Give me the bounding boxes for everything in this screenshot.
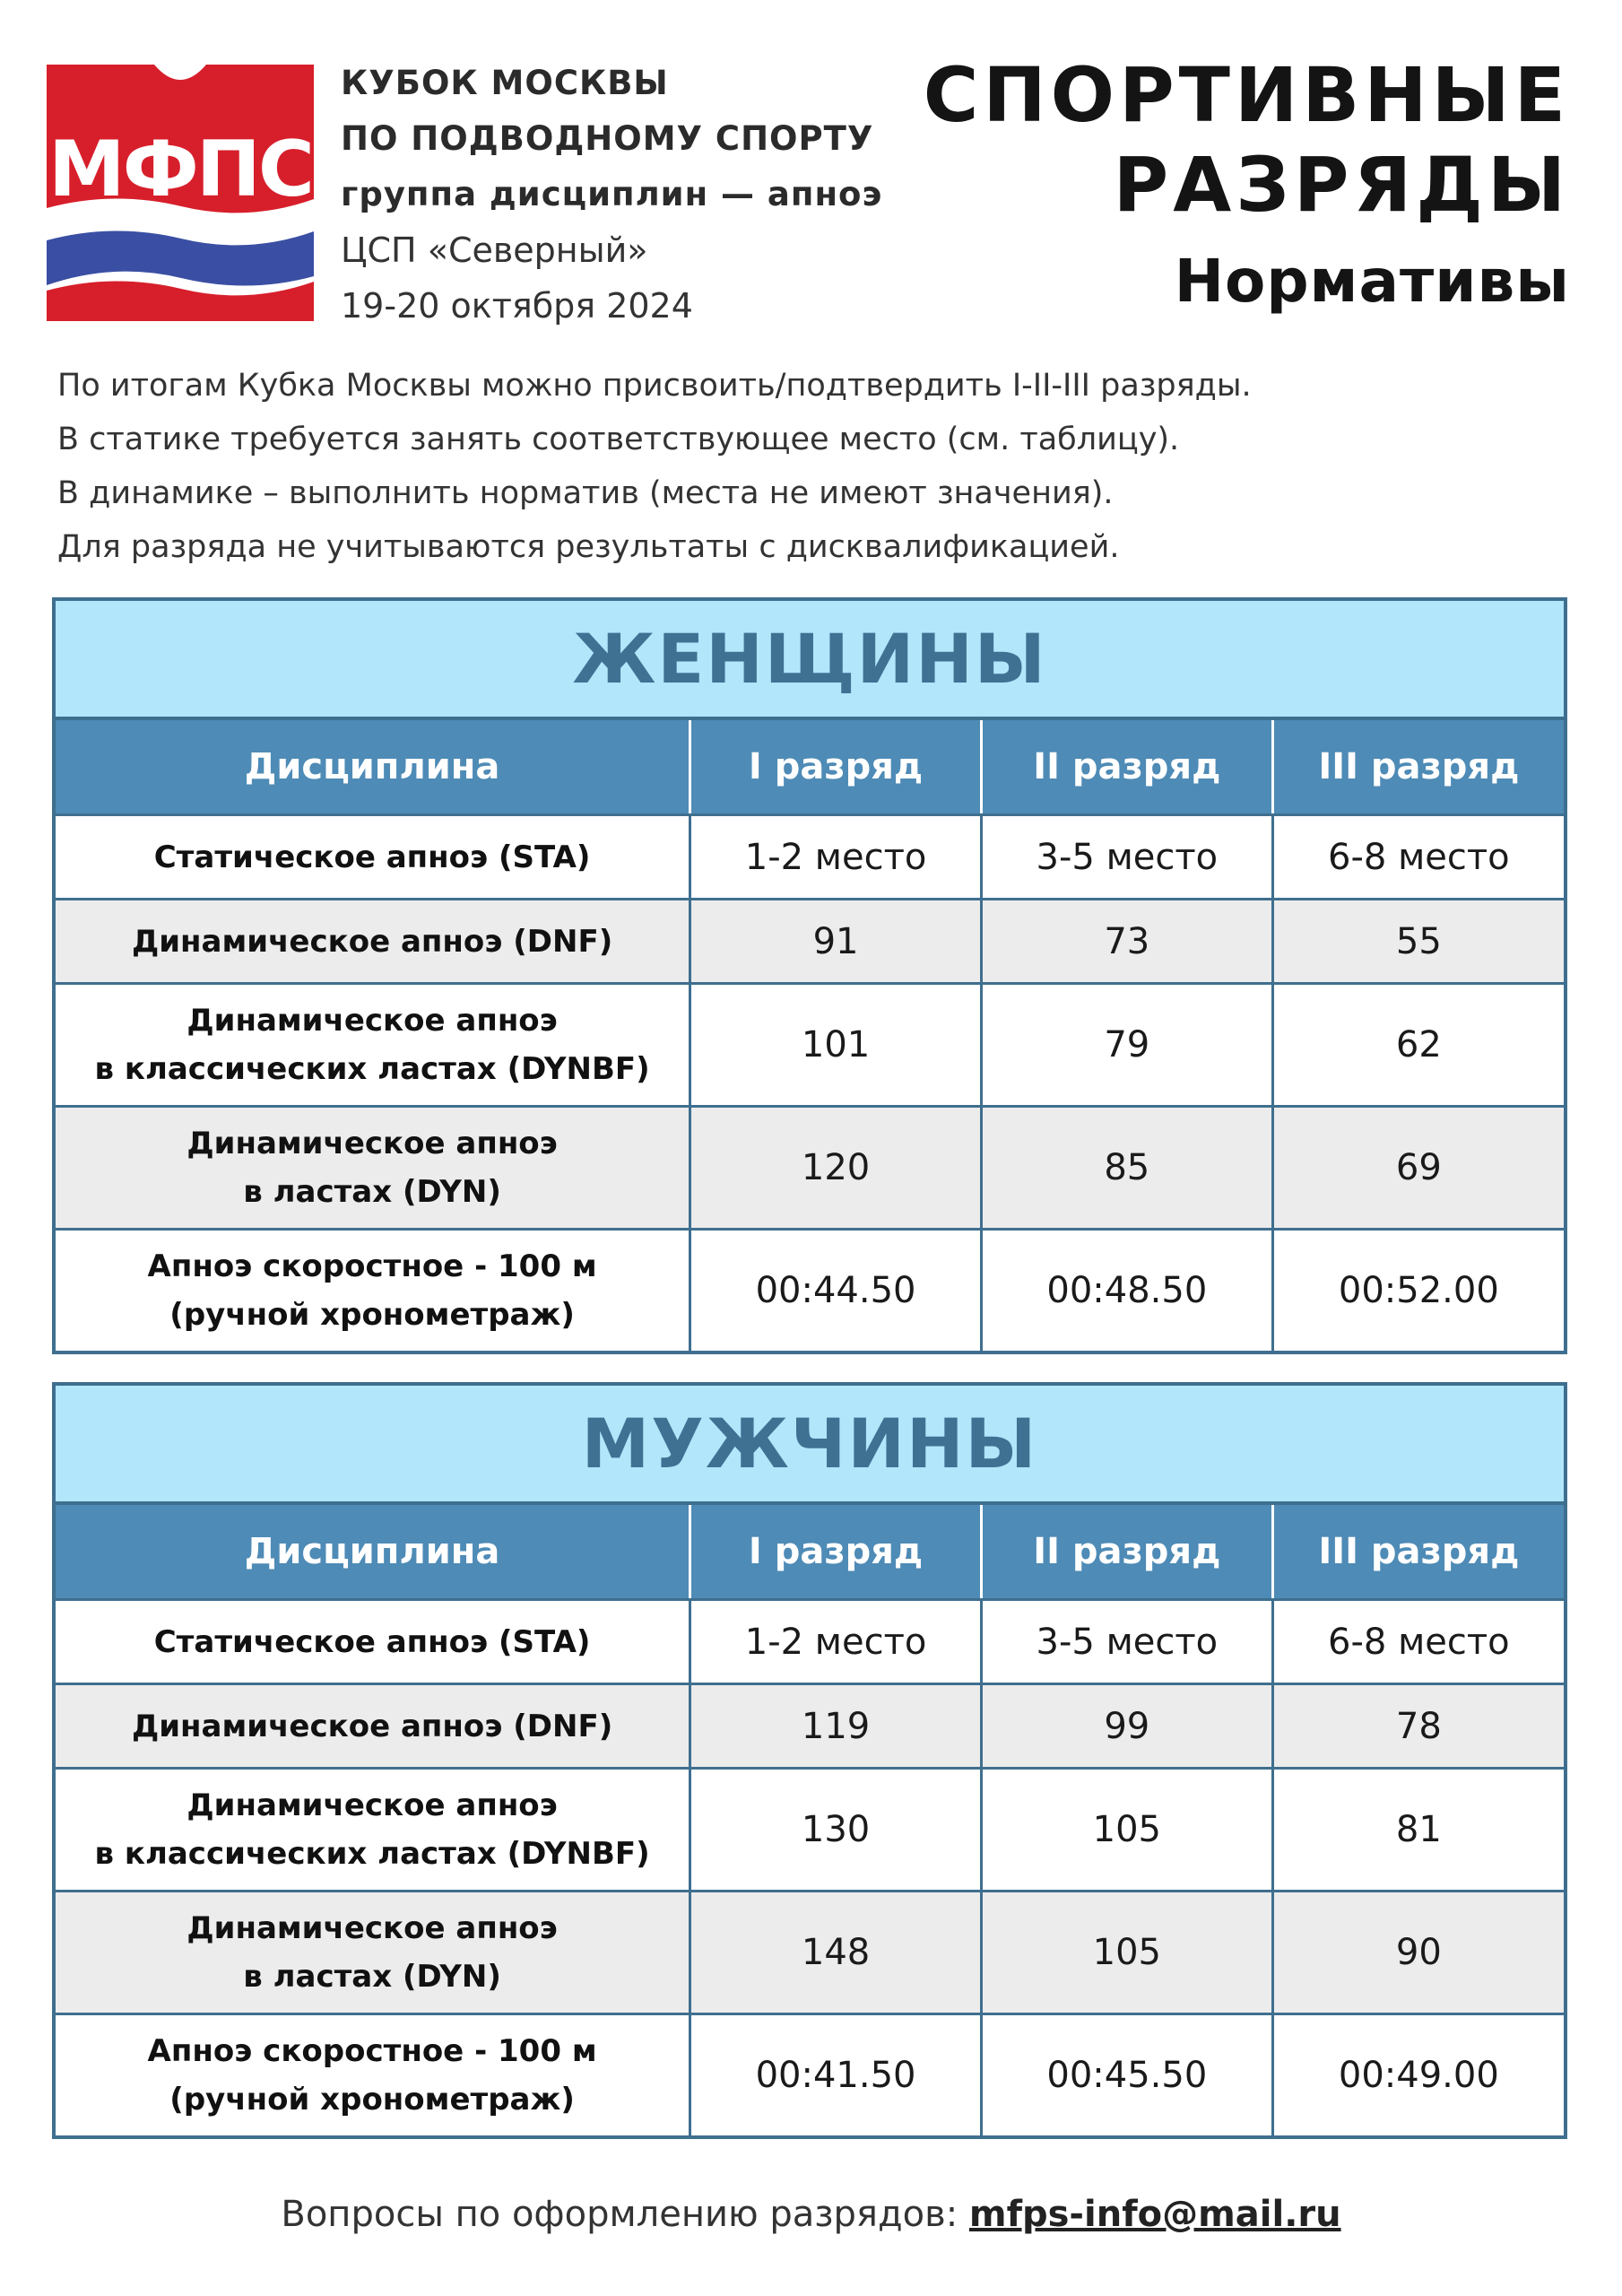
discipline-cell: Статическое апноэ (STA) [56, 1600, 690, 1684]
rank-3-cell: 69 [1272, 1107, 1564, 1230]
title-subtitle: Нормативы [1174, 247, 1570, 316]
event-venue: ЦСП «Северный» [341, 230, 648, 270]
discipline-cell: Динамическое апноэ в ластах (DYN) [56, 1892, 690, 2014]
men-banner [56, 1386, 1564, 1505]
discipline-cell: Статическое апноэ (STA) [56, 815, 690, 900]
column-header-rank-3: III разряд [1272, 1505, 1564, 1600]
men-section [52, 1382, 1567, 2139]
rank-2-cell: 3-5 место [981, 815, 1272, 900]
discipline-cell: Динамическое апноэ (DNF) [56, 1684, 690, 1769]
intro-line: По итогам Кубка Москвы можно присвоить/подтвердить I-II-III разряды. [57, 368, 1252, 404]
event-info [341, 56, 950, 334]
column-header-rank-1: I разряд [690, 1505, 982, 1600]
table-row [56, 1230, 1564, 1352]
women-heading: ЖЕНЩИНЫ [572, 619, 1047, 699]
event-dates: 19-20 октября 2024 [341, 286, 693, 326]
rank-2-cell: 99 [981, 1684, 1272, 1769]
men-standards-table [56, 1505, 1564, 2135]
rank-3-cell: 00:52.00 [1272, 1230, 1564, 1352]
rank-1-cell: 91 [690, 900, 982, 984]
column-header-rank-2: II разряд [981, 720, 1272, 815]
column-header-rank-3: III разряд [1272, 720, 1564, 815]
intro-text [57, 359, 1537, 574]
table-row [56, 1600, 1564, 1684]
contact-email-link[interactable]: mfps-info@mail.ru [968, 2194, 1341, 2235]
discipline-cell: Динамическое апноэ в ластах (DYN) [56, 1107, 690, 1230]
men-heading: МУЖЧИНЫ [581, 1404, 1038, 1483]
rank-2-cell: 00:45.50 [981, 2014, 1272, 2136]
column-header-rank-2: II разряд [981, 1505, 1272, 1600]
footer-contact [0, 2194, 1622, 2235]
rank-3-cell: 81 [1272, 1769, 1564, 1892]
document-title [924, 50, 1570, 317]
intro-line: Для разряда не учитываются результаты с дисквалификацией. [57, 529, 1120, 565]
women-section [52, 597, 1567, 1354]
rank-3-cell: 55 [1272, 900, 1564, 984]
rank-2-cell: 85 [981, 1107, 1272, 1230]
intro-line: В статике требуется занять соответствующее место (см. таблицу). [57, 422, 1180, 457]
column-header-discipline: Дисциплина [56, 1505, 690, 1600]
discipline-cell: Апноэ скоростное - 100 м (ручной хронометраж) [56, 1230, 690, 1352]
rank-3-cell: 90 [1272, 1892, 1564, 2014]
table-header-row [56, 720, 1564, 815]
table-row [56, 815, 1564, 900]
women-standards-table [56, 720, 1564, 1351]
rank-2-cell: 73 [981, 900, 1272, 984]
rank-2-cell: 00:48.50 [981, 1230, 1272, 1352]
event-title-line1: КУБОК МОСКВЫ [341, 64, 669, 102]
title-line1: СПОРТИВНЫЕ [923, 51, 1570, 139]
discipline-cell: Динамическое апноэ в классических ластах (DYNBF) [56, 1769, 690, 1892]
rank-1-cell: 148 [690, 1892, 982, 2014]
footer-text: Вопросы по оформлению разрядов: [281, 2194, 958, 2235]
rank-2-cell: 3-5 место [981, 1600, 1272, 1684]
rank-3-cell: 78 [1272, 1684, 1564, 1769]
women-banner [56, 601, 1564, 720]
logo-text: МФПС [48, 125, 312, 214]
rank-1-cell: 1-2 место [690, 815, 982, 900]
table-row [56, 900, 1564, 984]
table-header-row [56, 1505, 1564, 1600]
table-row [56, 984, 1564, 1107]
table-row [56, 2014, 1564, 2136]
rank-1-cell: 130 [690, 1769, 982, 1892]
rank-2-cell: 105 [981, 1769, 1272, 1892]
table-row [56, 1892, 1564, 2014]
intro-line: В динамике – выполнить норматив (места не имеют значения). [57, 475, 1114, 511]
table-row [56, 1107, 1564, 1230]
discipline-cell: Динамическое апноэ в классических ластах (DYNBF) [56, 984, 690, 1107]
table-row [56, 1684, 1564, 1769]
rank-1-cell: 1-2 место [690, 1600, 982, 1684]
rank-2-cell: 105 [981, 1892, 1272, 2014]
rank-2-cell: 79 [981, 984, 1272, 1107]
rank-1-cell: 120 [690, 1107, 982, 1230]
rank-3-cell: 6-8 место [1272, 815, 1564, 900]
column-header-discipline: Дисциплина [56, 720, 690, 815]
table-row [56, 1769, 1564, 1892]
rank-1-cell: 00:44.50 [690, 1230, 982, 1352]
discipline-cell: Динамическое апноэ (DNF) [56, 900, 690, 984]
discipline-cell: Апноэ скоростное - 100 м (ручной хронометраж) [56, 2014, 690, 2136]
rank-1-cell: 101 [690, 984, 982, 1107]
title-line2: РАЗРЯДЫ [1113, 141, 1570, 229]
rank-3-cell: 6-8 место [1272, 1600, 1564, 1684]
event-title-line2: ПО ПОДВОДНОМУ СПОРТУ [341, 119, 874, 158]
rank-1-cell: 00:41.50 [690, 2014, 982, 2136]
rank-3-cell: 00:49.00 [1272, 2014, 1564, 2136]
mfps-logo [47, 65, 314, 321]
logo-icon [47, 65, 314, 321]
event-discipline-group: группа дисциплин — апноэ [341, 175, 883, 213]
column-header-rank-1: I разряд [690, 720, 982, 815]
rank-1-cell: 119 [690, 1684, 982, 1769]
rank-3-cell: 62 [1272, 984, 1564, 1107]
